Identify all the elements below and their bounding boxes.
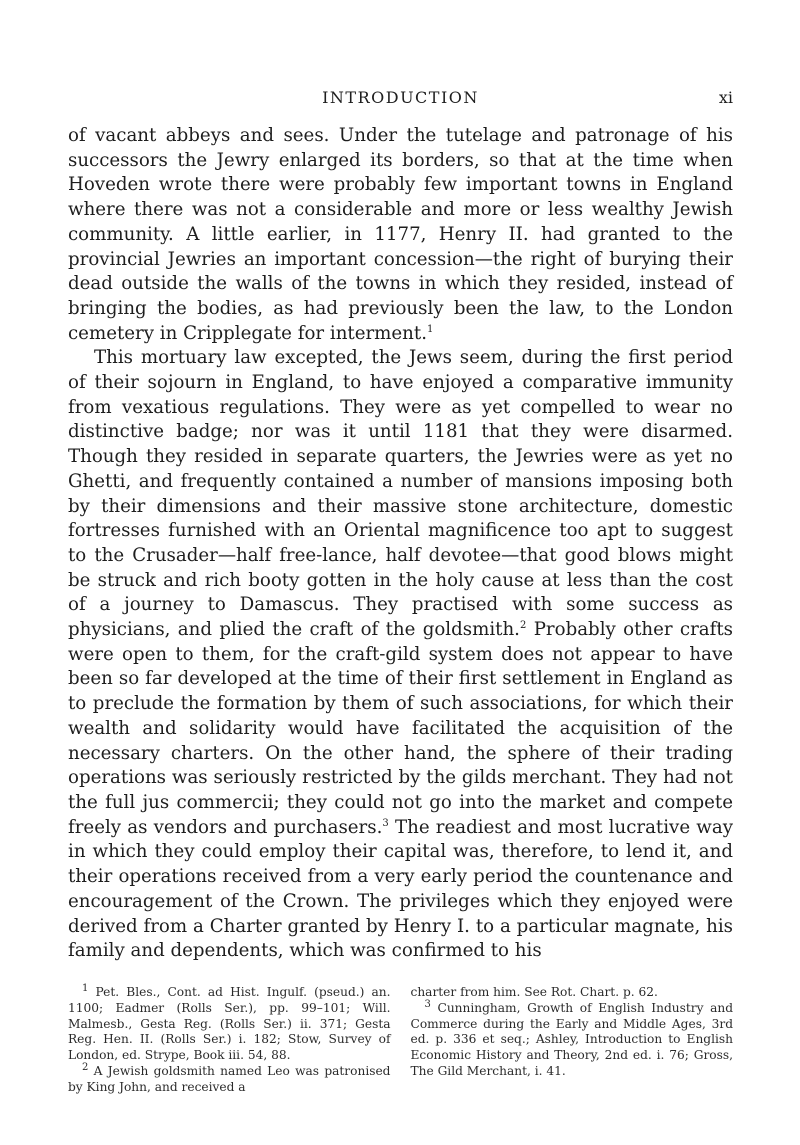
footnote-ref-3[interactable]: 3 — [382, 817, 389, 829]
main-text — [68, 124, 733, 964]
footnote-1-mark: 1 — [82, 982, 89, 994]
footnote-2-text-b: charter from him. See Rot. Chart. p. 62. — [410, 985, 658, 999]
footnote-column-right — [411, 985, 734, 1096]
paragraph-2-text-a: This mortuary law excepted, the Jews seem, during the first period of their sojourn in England, to have enjoyed a comparative immunity from vexatious regulations. They were as yet compelled to wear no distinctive badge; nor was it until 1181 that they were disarmed. Though they resided in separate quarters, the Jewries were as yet no Ghetti, and frequently contained a number of mansions imposing both by their dimensions and their massive stone architecture, domestic fortresses furnished with an Oriental magnificence too apt to suggest to the Crusader—half free-lance, half devotee—that good blows might be struck and rich booty gotten in the holy cause at less than the cost of a journey to Damascus. They practised with some success as physicians, and plied the craft of the goldsmith. — [68, 347, 733, 641]
paragraph-2-text-b: Probably other crafts were open to them, for the craft-gild system does not appear to have been so far developed at the time of their first settlement in England as to preclude the formation by them of such associations, for which their wealth and solidarity would have facilitated the acquisition of the necessary charters. On the other hand, the sphere of their trading operations was seriously restricted by the gilds merchant. They had not the full jus commercii; they could not go into the market and compete freely as vendors and purchasers. — [68, 619, 733, 838]
footnotes — [68, 982, 734, 1096]
footnote-3 — [410, 998, 734, 1080]
paragraph-1 — [68, 124, 733, 346]
footnote-1-text: Pet. Bles., Cont. ad Hist. Ingulf. (pseud.) an. 1100; Eadmer (Rolls Ser.), pp. 99–101; Will. Malmesb., Gesta Reg. (Rolls Ser.) ii. 371; Gesta Reg. Hen. II. (Rolls Ser.) i. 182; Stow, Survey of London, ed. Strype, Book iii. 54, 88. — [68, 985, 391, 1063]
footnote-2-continued — [411, 985, 734, 1001]
footnote-ref-1[interactable]: 1 — [427, 323, 434, 335]
footnote-1 — [68, 982, 391, 1064]
footnote-2-mark: 2 — [82, 1061, 89, 1073]
footnote-column-left — [68, 982, 391, 1096]
running-header — [68, 88, 733, 112]
footnote-2-text-a: A Jewish goldsmith named Leo was patronised by King John, and received a — [68, 1063, 391, 1094]
paragraph-2 — [68, 346, 733, 964]
paragraph-1-text: of vacant abbeys and sees. Under the tutelage and patronage of his successors the Jewry enlarged its borders, so that at the time when Hoveden wrote there were probably few important towns in England where there was not a considerable and more or less wealthy Jewish community. A little earlier, in 1177, Henry II. had granted to the provincial Jewries an important concession—the right of burying their dead outside the walls of the towns in which they resided, instead of bringing the bodies, as had previously been the law, to the London cemetery in Cripplegate for interment. — [68, 125, 733, 344]
footnote-3-mark: 3 — [424, 998, 431, 1010]
footnote-3-text: Cunningham, Growth of English Industry and Commerce during the Early and Middle Ages, 3rd ed. p. 336 et seq.; Ashley, Introduction to English Economic History and Theory, 2nd ed. i. 76; Gross, The Gild Merchant, i. 41. — [410, 1000, 734, 1078]
footnote-2 — [68, 1061, 391, 1096]
running-title: INTRODUCTION — [322, 88, 479, 107]
footnote-ref-2[interactable]: 2 — [519, 620, 527, 631]
page-number: xi — [718, 88, 733, 107]
paragraph-2-text-c: The readiest and most lucrative way in which they could employ their capital was, therefore, to lend it, and their operations received from a very early period the countenance and encouragement of the Crown. The privileges which they enjoyed were derived from a Charter granted by Henry I. to a particular magnate, his family and dependents, which was confirmed to his — [68, 816, 733, 962]
